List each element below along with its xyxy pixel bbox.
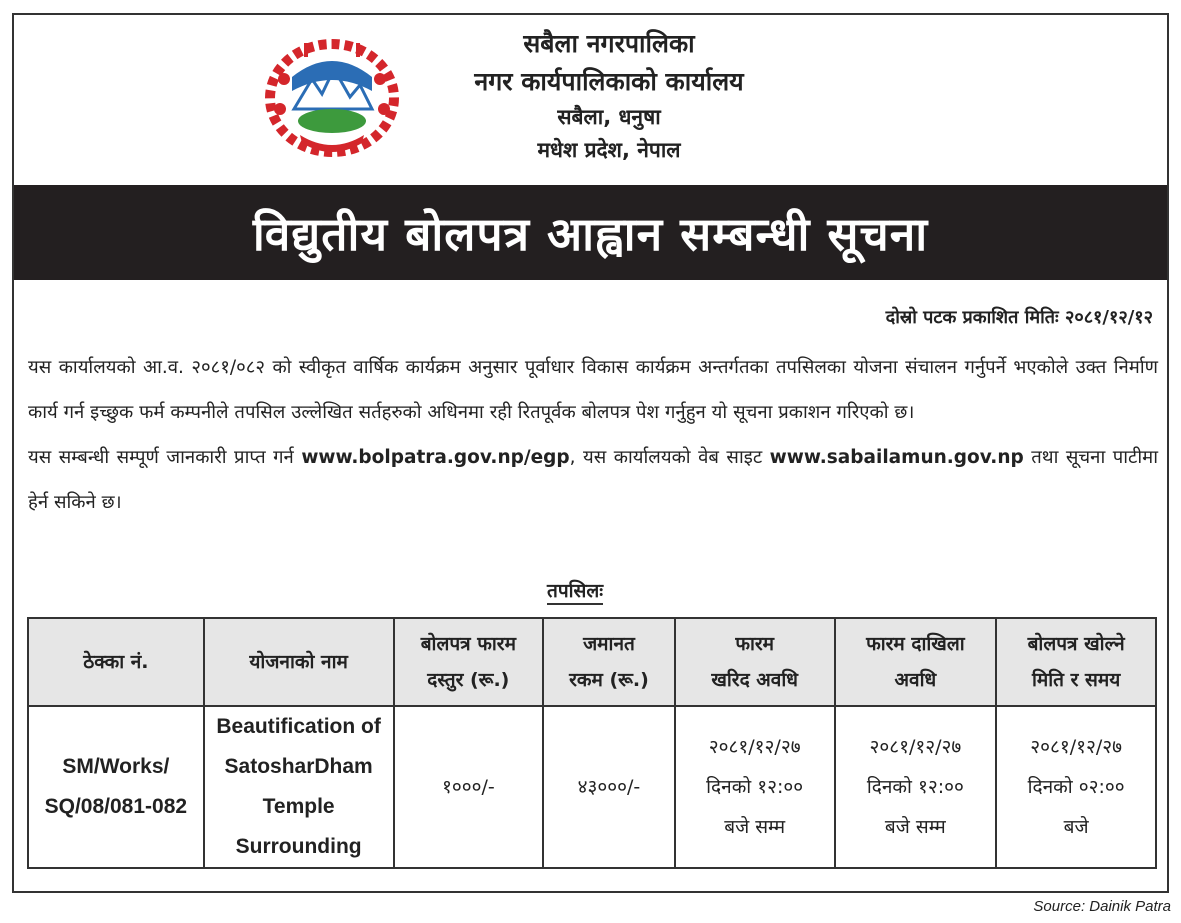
schedule-heading: तपसिलः bbox=[547, 577, 603, 605]
cell-security-amount: ४३०००/- bbox=[543, 706, 675, 868]
header-submission-line2: अवधि bbox=[894, 669, 937, 691]
header-contract-no: ठेक्का नं. bbox=[28, 618, 204, 706]
source-credit: Source: Dainik Patra bbox=[1033, 898, 1171, 915]
body-paragraph-2 bbox=[28, 435, 1158, 525]
submission-line3: बजे सम्म bbox=[884, 816, 946, 838]
header-purchase-line2: खरिद अवधि bbox=[711, 669, 798, 691]
cell-project-name bbox=[204, 706, 394, 868]
para2-text-c: तथा सूचना पाटीमा हेर्न सकिने छ। bbox=[28, 447, 1159, 513]
purchase-line1: २०८१/१२/२७ bbox=[708, 736, 801, 758]
schedule-table bbox=[27, 617, 1157, 869]
submission-line2: दिनको १२:०० bbox=[866, 776, 964, 798]
bolpatra-url-link[interactable]: www.bolpatra.gov.np/egp bbox=[301, 447, 570, 468]
table-row bbox=[28, 706, 1156, 868]
notice bbox=[12, 13, 1169, 893]
cell-opening-date bbox=[996, 706, 1156, 868]
office-name: नगर कार्यपालिकाको कार्यालय bbox=[474, 67, 744, 96]
notice-header bbox=[14, 15, 1167, 185]
cell-purchase-period bbox=[675, 706, 835, 868]
project-line1: Beautification of bbox=[216, 715, 381, 738]
opening-line2: दिनको ०२:०० bbox=[1027, 776, 1125, 798]
table-header-row bbox=[28, 618, 1156, 706]
header-security-amount bbox=[543, 618, 675, 706]
notice-title-banner: विद्युतीय बोलपत्र आह्वान सम्बन्धी सूचना bbox=[14, 185, 1167, 280]
publish-date-value: २०८१/१२/१२ bbox=[1064, 307, 1153, 328]
purchase-line2: दिनको १२:०० bbox=[706, 776, 804, 798]
submission-line1: २०८१/१२/२७ bbox=[869, 736, 962, 758]
purchase-line3: बजे सम्म bbox=[724, 816, 786, 838]
header-opening-line1: बोलपत्र खोल्ने bbox=[1027, 633, 1125, 655]
opening-line3: बजे bbox=[1063, 816, 1089, 838]
publish-date-line bbox=[886, 305, 1153, 329]
publish-date-label: दोस्रो पटक प्रकाशित मितिः bbox=[885, 307, 1059, 328]
notice-body bbox=[28, 345, 1158, 525]
cell-submission-period bbox=[835, 706, 997, 868]
header-opening-date bbox=[996, 618, 1156, 706]
municipality-url-link[interactable]: www.sabailamun.gov.np bbox=[769, 447, 1024, 468]
project-line2: SatosharDham bbox=[224, 755, 373, 778]
opening-line1: २०८१/१२/२७ bbox=[1030, 736, 1123, 758]
header-project-name: योजनाको नाम bbox=[204, 618, 394, 706]
header-form-fee-line1: बोलपत्र फारम bbox=[420, 633, 516, 655]
header-purchase-line1: फारम bbox=[735, 633, 775, 655]
header-form-fee-line2: दस्तुर (रू.) bbox=[427, 669, 510, 691]
header-opening-line2: मिति र समय bbox=[1031, 669, 1121, 691]
header-security-line1: जमानत bbox=[583, 633, 635, 655]
para2-text-a: यस सम्बन्धी सम्पूर्ण जानकारी प्राप्त गर्न bbox=[28, 447, 302, 468]
header-purchase-period bbox=[675, 618, 835, 706]
header-submission-line1: फारम दाखिला bbox=[866, 633, 965, 655]
municipality-name: सबैला नगरपालिका bbox=[523, 29, 695, 58]
contract-line2: SQ/08/081-082 bbox=[44, 795, 188, 818]
cell-contract-no bbox=[28, 706, 204, 868]
nepal-emblem-icon bbox=[264, 39, 400, 157]
project-line4: Surrounding bbox=[235, 835, 362, 858]
office-province: मधेश प्रदेश, नेपाल bbox=[537, 138, 681, 163]
body-paragraph-1: यस कार्यालयको आ.व. २०८१/०८२ को स्वीकृत वार्षिक कार्यक्रम अनुसार पूर्वाधार विकास कार्यक्रम अन्तर्गतका तपसिलका योजना संचालन गर्नुपर्ने भएकोले उक्त निर्माण कार्य गर्न इच्छुक फर्म कम्पनीले तपसिल उल्लेखित सर्तहरुको अधिनमा रही रितपूर्वक बोलपत्र पेश गर्नुहुन यो सूचना प्रकाशन गरिएको छ। bbox=[28, 357, 1158, 423]
office-location: सबैला, धनुषा bbox=[557, 105, 661, 129]
project-line3: Temple bbox=[262, 795, 335, 818]
office-address-block bbox=[414, 29, 804, 163]
header-submission-period bbox=[835, 618, 997, 706]
header-form-fee bbox=[394, 618, 544, 706]
cell-form-fee: १०००/- bbox=[394, 706, 544, 868]
header-security-line2: रकम (रू.) bbox=[569, 669, 649, 691]
para2-text-b: , यस कार्यालयको वेब साइट bbox=[569, 447, 770, 468]
contract-line1: SM/Works/ bbox=[62, 755, 170, 778]
